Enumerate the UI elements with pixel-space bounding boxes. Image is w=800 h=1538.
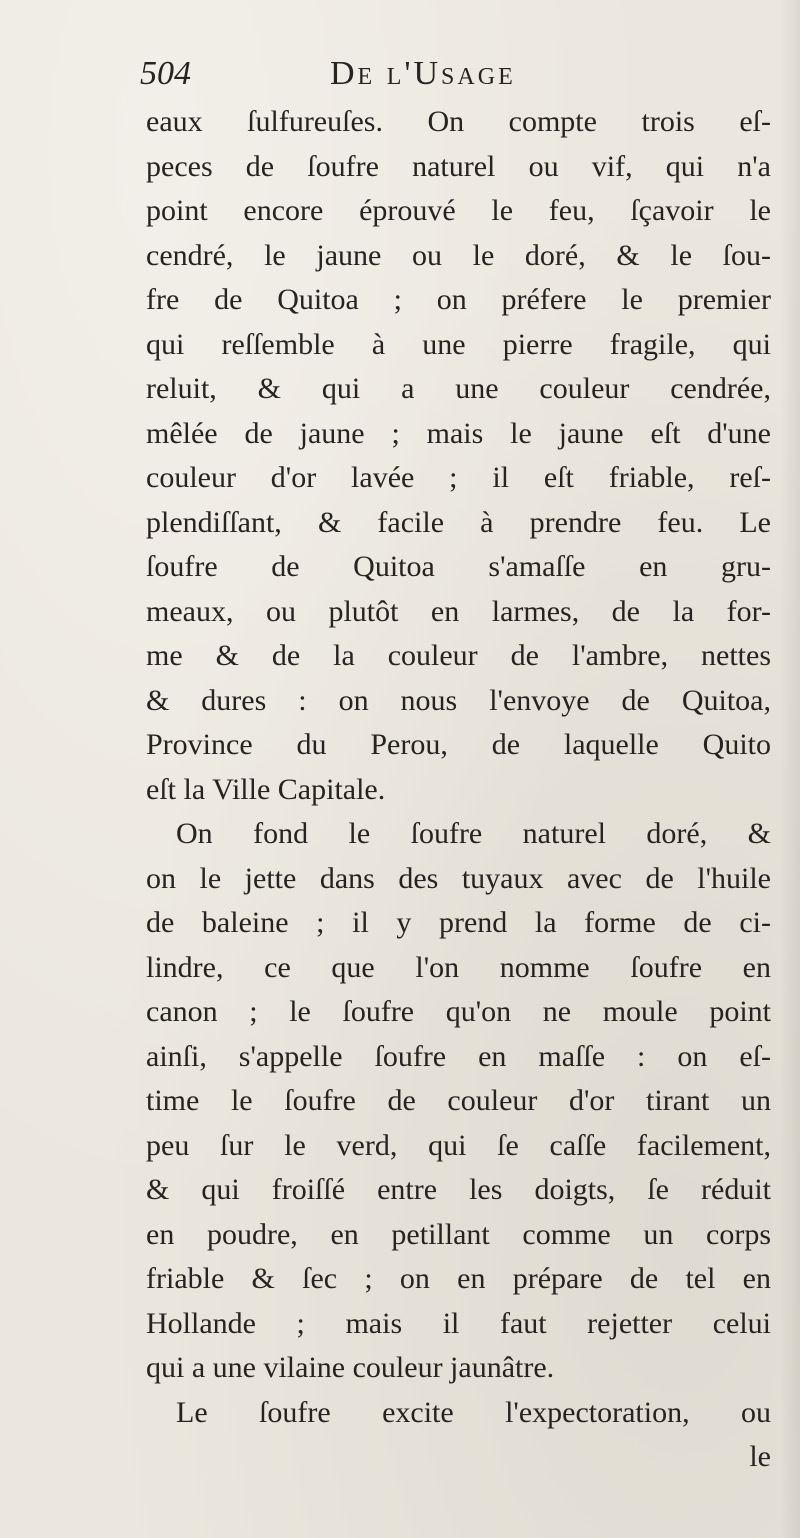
text-line: lindre, ce que l'on nomme ſoufre en [146, 950, 771, 984]
text-line: meaux, ou plutôt en larmes, de la for- [146, 594, 771, 628]
text-line: eaux ſulfureuſes. On compte trois eſ- [146, 105, 771, 138]
text-line: me & de la couleur de l'ambre, nettes [146, 639, 771, 672]
text-line: qui reſſemble à une pierre fragile, qui [146, 327, 771, 361]
text-line: eſt la Ville Capitale. [146, 772, 386, 806]
text-line: fre de Quitoa ; on préfere le premier [146, 283, 771, 316]
body-text [146, 100, 771, 1480]
text-line: de baleine ; il y prend la forme de ci- [146, 906, 771, 939]
text-line: ſoufre de Quitoa s'amaſſe en gru- [146, 550, 771, 583]
text-line: cendré, le jaune ou le doré, & le ſou- [146, 238, 771, 272]
text-line: & dures : on nous l'envoye de Quitoa, [146, 683, 771, 717]
text-line: friable & ſec ; on en prépare de tel en [146, 1262, 771, 1295]
text-line: Hollande ; mais il faut rejetter celui [146, 1306, 771, 1340]
text-line: & qui froiſſé entre les doigts, ſe réduit [146, 1173, 771, 1206]
text-line: reluit, & qui a une couleur cendrée, [146, 372, 771, 405]
text-line: plendiſſant, & facile à prendre feu. Le [146, 505, 771, 539]
paragraph-start-line: On fond le ſoufre naturel doré, & [176, 817, 771, 850]
text-line: ainſi, s'appelle ſoufre en maſſe : on eſ- [146, 1039, 771, 1073]
text-line: on le jette dans des tuyaux avec de l'huile [146, 861, 771, 895]
paragraph-start-line: Le ſoufre excite l'expectoration, ou [176, 1395, 771, 1429]
running-head: De l'Usage [330, 55, 516, 92]
page-header [140, 50, 610, 98]
page-number: 504 [140, 55, 191, 92]
text-line: canon ; le ſoufre qu'on ne moule point [146, 995, 771, 1028]
text-line: qui a une vilaine couleur jaunâtre. [146, 1351, 555, 1384]
text-line: couleur d'or lavée ; il eſt friable, reſ- [146, 461, 771, 494]
text-line: peu ſur le verd, qui ſe caſſe facilement, [146, 1128, 771, 1162]
page-edge-shadow [780, 0, 800, 1538]
text-line: Province du Perou, de laquelle Quito [146, 728, 771, 761]
text-line: en poudre, en petillant comme un corps [146, 1217, 771, 1251]
text-line: mêlée de jaune ; mais le jaune eſt d'une [146, 416, 771, 450]
text-line: point encore éprouvé le feu, ſçavoir le [146, 194, 771, 227]
text-line: peces de ſoufre naturel ou vif, qui n'a [146, 149, 771, 183]
catchword: le [749, 1440, 771, 1473]
text-line: time le ſoufre de couleur d'or tirant un [146, 1084, 771, 1117]
